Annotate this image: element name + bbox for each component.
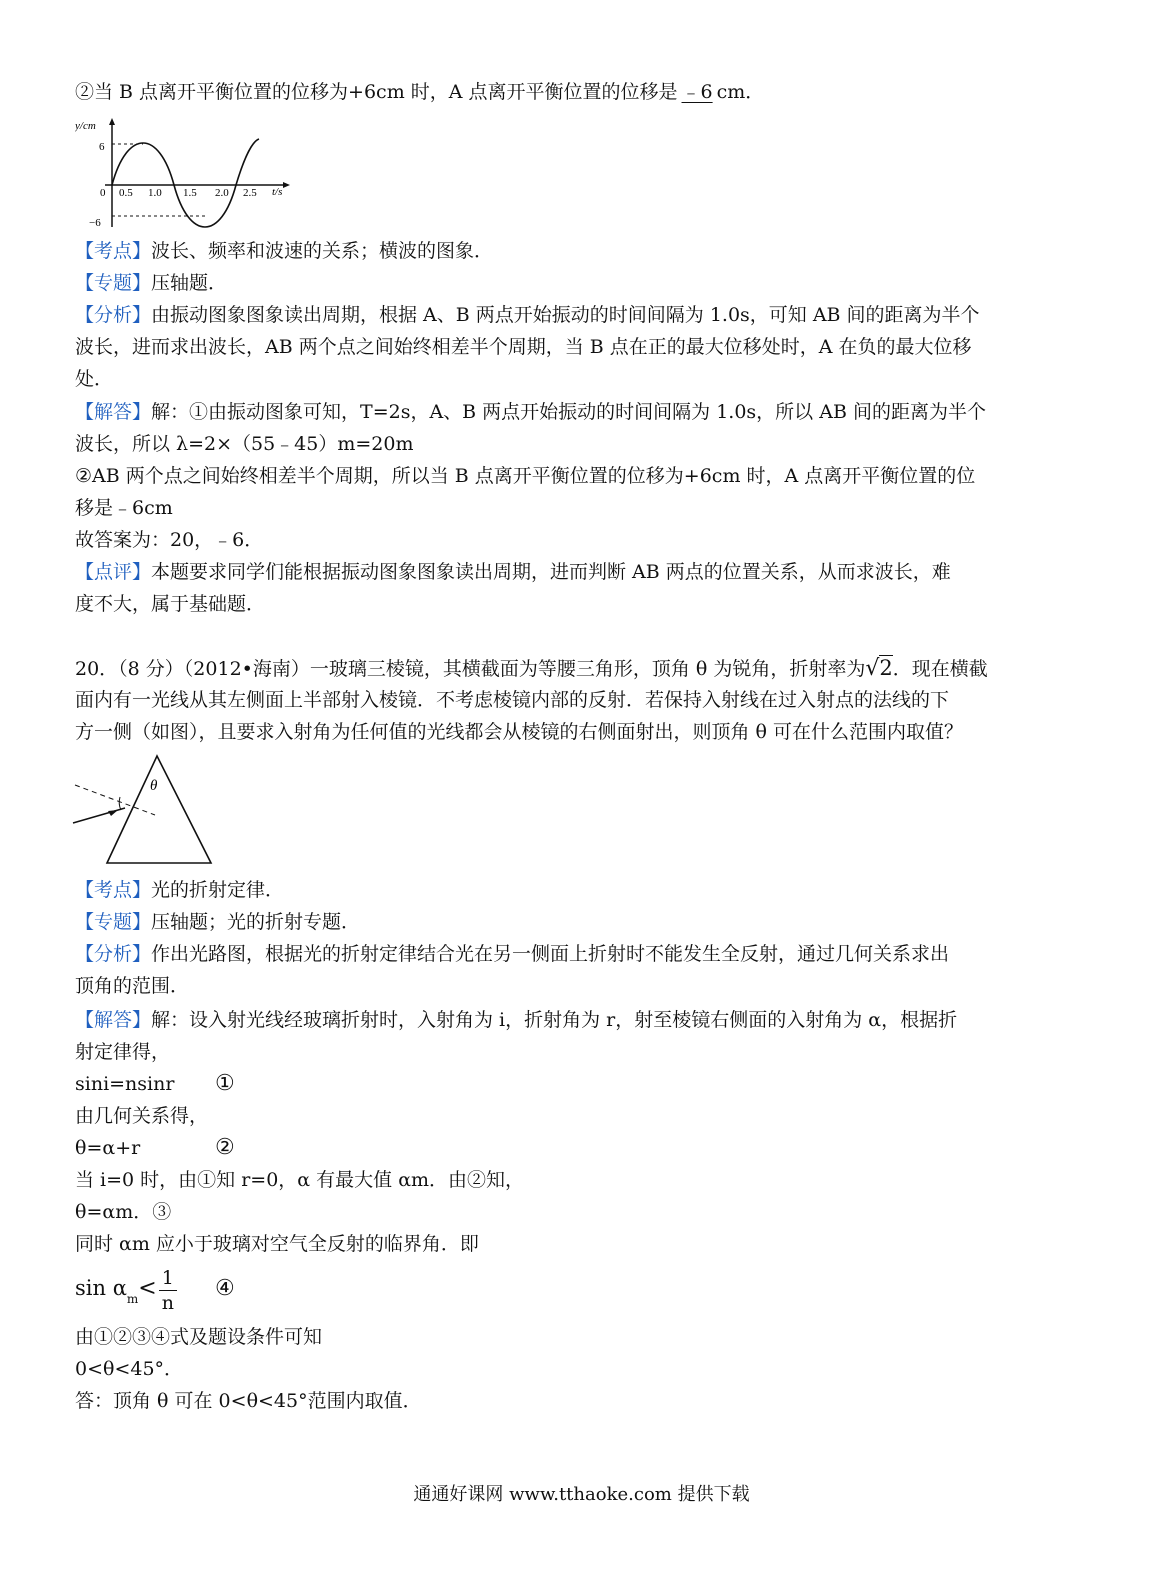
vibration-graph <box>75 115 295 230</box>
fenxi-tag: 【分析】 <box>75 304 152 326</box>
q19-jieda-1 <box>75 398 986 426</box>
q19-dianping-2: 度不大，属于基础题． <box>75 593 266 615</box>
q20-stem-1b: ．现在横截 <box>892 658 988 680</box>
q19-jieda-2: 波长，所以 λ=2×（55﹣45）m=20m <box>75 433 414 455</box>
geometry-text: 由几何关系得， <box>75 1105 209 1127</box>
q19-answer-blank: ﹣6 <box>681 81 713 103</box>
dianping-text: 本题要求同学们能根据振动图象图象读出周期，进而判断 AB 两点的位置关系，从而求波长，难 <box>151 561 951 583</box>
graph-y-arrow <box>109 118 115 125</box>
sqrt-sign: √ <box>865 656 880 681</box>
graph-ytick-neg6: −6 <box>89 217 101 229</box>
eq2-mark: ② <box>215 1135 235 1160</box>
prism-figure <box>70 750 220 870</box>
q20-jieda-1 <box>75 1006 957 1034</box>
q19-fenxi-1 <box>75 301 980 329</box>
eq4-lhs: sin α <box>75 1276 127 1300</box>
q19-answer: 故答案为：20，﹣6． <box>75 529 264 551</box>
zhuanti-tag: 【专题】 <box>75 272 152 294</box>
equation-4 <box>75 1262 235 1316</box>
ray-arrow <box>108 810 118 816</box>
dianping-tag: 【点评】 <box>75 561 152 583</box>
prism-triangle <box>107 756 211 863</box>
q20-fenxi-2: 顶角的范围． <box>75 975 190 997</box>
q20-zhuanti <box>75 908 360 936</box>
equation-1 <box>75 1070 235 1098</box>
zhuanti-tag: 【专题】 <box>75 911 152 933</box>
graph-x-label: t/s <box>272 186 283 198</box>
graph-ytick-6: 6 <box>99 141 105 153</box>
eq2-text: θ=α+r <box>75 1137 141 1159</box>
q19-kaodian <box>75 237 493 265</box>
q20-jieda-2: 射定律得， <box>75 1041 171 1063</box>
q19-fenxi-3: 处． <box>75 368 114 390</box>
q20-fenxi-1 <box>75 940 949 968</box>
graph-wave <box>112 139 259 227</box>
jieda-text: 解：①由振动图象可知，T=2s，A、B 两点开始振动的时间间隔为 1.0s，所以 AB 间的距离为半个 <box>151 401 986 423</box>
graph-xtick-2.0: 2.0 <box>215 187 229 199</box>
q19-dianping-1 <box>75 558 951 586</box>
q19-fenxi-2: 波长，进而求出波长，AB 两个点之间始终相差半个周期，当 B 点在正的最大位移处时，A 在负的最大位移 <box>75 336 972 358</box>
q20-stem-3: 方一侧（如图），且要求入射角为任何值的光线都会从棱镜的右侧面射出，则顶角 θ 可在什么范围内取值？ <box>75 721 964 743</box>
graph-y-label: y/cm <box>75 120 96 132</box>
sqrt-value: 2 <box>879 656 893 680</box>
q19-part2 <box>75 78 764 106</box>
page-footer: 通通好课网 www.tthaoke.com 提供下载 <box>413 1484 750 1505</box>
result-line: 0<θ<45°． <box>75 1358 184 1380</box>
final-answer: 答：顶角 θ 可在 0<θ<45°范围内取值． <box>75 1390 422 1412</box>
jieda-tag: 【解答】 <box>75 401 152 423</box>
equation-3: θ=αm．③ <box>75 1201 172 1223</box>
graph-xtick-0.5: 0.5 <box>119 187 133 199</box>
jieda-text: 解：设入射光线经玻璃折射时，入射角为 i，折射角为 r，射至棱镜右侧面的入射角为 α，根据折 <box>151 1009 958 1031</box>
q20-stem-1a: 20．（8 分）（2012•海南）一玻璃三棱镜，其横截面为等腰三角形，顶角 θ 为锐角，折射率为 <box>75 658 866 680</box>
zhuanti-text: 压轴题；光的折射专题． <box>151 911 361 933</box>
q19-zhuanti <box>75 269 227 297</box>
eq4-numerator: 1 <box>159 1266 177 1291</box>
eq4-fraction <box>159 1266 177 1315</box>
q20-kaodian <box>75 876 284 904</box>
q19-jieda-4: 移是﹣6cm <box>75 497 173 519</box>
eq4-lt: < <box>138 1276 157 1301</box>
eq4-sub: m <box>126 1292 139 1306</box>
kaodian-tag: 【考点】 <box>75 879 152 901</box>
zhuanti-text: 压轴题． <box>151 272 228 294</box>
fenxi-text: 由振动图象图象读出周期，根据 A、B 两点开始振动的时间间隔为 1.0s，可知 AB 间的距离为半个 <box>151 304 980 326</box>
eq4-denominator: n <box>161 1291 174 1314</box>
prism-apex-label: θ <box>150 778 158 794</box>
eq1-text: sini=nsinr <box>75 1073 175 1095</box>
fenxi-tag: 【分析】 <box>75 943 152 965</box>
angle-arc <box>119 797 121 810</box>
jieda-tag: 【解答】 <box>75 1009 152 1031</box>
kaodian-text: 光的折射定律． <box>151 879 285 901</box>
eq4-mark: ④ <box>214 1276 235 1301</box>
q20-stem-1 <box>75 654 988 683</box>
q19-part2-prefix: ②当 B 点离开平衡位置的位移为+6cm 时，A 点离开平衡位置的位移是 <box>75 81 678 103</box>
eq1-mark: ① <box>215 1071 235 1096</box>
equation-2 <box>75 1134 235 1162</box>
fenxi-text: 作出光路图，根据光的折射定律结合光在另一侧面上折射时不能发生全反射，通过几何关系求出 <box>151 943 950 965</box>
same-time-line: 同时 αm 应小于玻璃对空气全反射的临界角．即 <box>75 1233 479 1255</box>
graph-xtick-1.5: 1.5 <box>183 187 197 199</box>
q20-stem-2: 面内有一光线从其左侧面上半部射入棱镜．不考虑棱镜内部的反射．若保持入射线在过入射点的法线的下 <box>75 689 950 711</box>
graph-xtick-2.5: 2.5 <box>243 187 257 199</box>
q19-part2-unit: cm． <box>716 81 765 103</box>
graph-ytick-0: 0 <box>100 187 106 199</box>
kaodian-tag: 【考点】 <box>75 240 152 262</box>
q19-jieda-3: ②AB 两个点之间始终相差半个周期，所以当 B 点离开平衡位置的位移为+6cm 时，A 点离开平衡位置的位 <box>75 465 976 487</box>
kaodian-text: 波长、频率和波速的关系；横波的图象． <box>151 240 494 262</box>
graph-xtick-1.0: 1.0 <box>148 187 162 199</box>
graph-x-arrow <box>283 182 290 188</box>
when-line: 当 i=0 时，由①知 r=0，α 有最大值 αm．由②知， <box>75 1169 525 1191</box>
from-line: 由①②③④式及题设条件可知 <box>75 1326 323 1348</box>
